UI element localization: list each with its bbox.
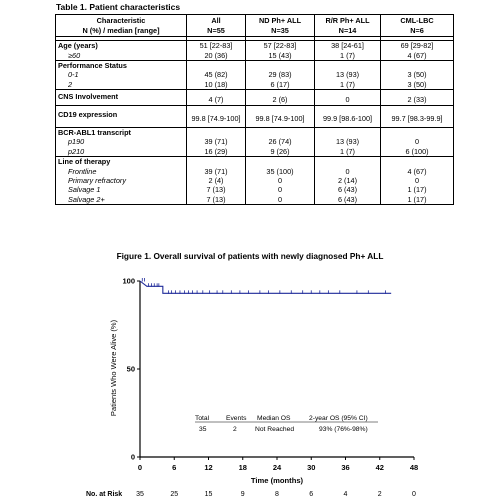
risk-value-42: 2	[377, 491, 382, 498]
x-tick-label-6: 6	[172, 463, 177, 472]
risk-value-12: 15	[204, 491, 213, 498]
risk-value-6: 25	[170, 491, 179, 498]
x-tick-label-30: 30	[307, 463, 316, 472]
header-nd: ND Ph+ ALL N=35	[246, 15, 315, 37]
table-row-cns: CNS Involvement 4 (7) 2 (6) 0 2 (33)	[56, 90, 454, 105]
summary-table	[195, 415, 378, 433]
x-tick-label-48: 48	[409, 463, 419, 472]
header-rr: R/R Ph+ ALL N=14	[315, 15, 381, 37]
survival-curve	[140, 278, 391, 294]
risk-value-0: 35	[136, 491, 144, 498]
chart-ticks	[122, 277, 418, 473]
header-cml: CML-LBC N=6	[381, 15, 454, 37]
survival-chart	[0, 262, 500, 500]
summary-header-median: Median OS	[257, 415, 291, 422]
y-tick-label-100: 100	[122, 276, 135, 286]
x-tick-label-24: 24	[272, 463, 282, 472]
summary-value-total: 35	[199, 426, 207, 433]
summary-header-2yr: 2-year OS (95% CI)	[309, 415, 368, 422]
risk-value-48: 0	[412, 491, 416, 498]
table-row-line-of-therapy: Line of therapy Frontline Primary refractory Salvage 1 Salvage 2+ 39 (71) 2 (4) 7 (13) 7 (13) 35 (100) 0 0 0 0 2 (14) 6 (43) 6 (43) 4 (67) 0 1 (17) 1 (17)	[56, 157, 454, 205]
y-tick-label-50: 50	[126, 364, 135, 374]
x-tick-label-0: 0	[137, 463, 143, 472]
figure-title: Figure 1. Overall survival of patients with newly diagnosed Ph+ ALL	[116, 251, 384, 261]
table-title: Table 1. Patient characteristics	[56, 2, 181, 12]
risk-value-18: 9	[240, 491, 245, 498]
risk-table	[86, 491, 416, 498]
survival-line-0	[140, 281, 391, 293]
summary-header-total: Total	[195, 415, 210, 422]
header-characteristic: Characteristic N (%) / median [range]	[56, 15, 187, 37]
summary-value-median: Not Reached	[255, 426, 295, 433]
x-tick-label-36: 36	[341, 463, 350, 472]
x-tick-label-42: 42	[375, 463, 384, 472]
x-tick-label-18: 18	[238, 463, 247, 472]
risk-value-36: 4	[343, 491, 348, 498]
risk-value-30: 6	[309, 491, 314, 498]
table-header-row	[56, 15, 454, 37]
table-row-bcr-abl1: BCR-ABL1 transcript p190 p210 39 (71) 16 (29) 26 (74) 9 (26) 13 (93) 1 (7) 0 6 (100)	[56, 128, 454, 157]
summary-header-events: Events	[226, 415, 247, 422]
y-tick-label-0: 0	[130, 452, 135, 462]
header-all: All N=55	[187, 15, 246, 37]
patient-characteristics-table	[55, 14, 454, 205]
table-row-age: Age (years) ≥60 51 [22-83] 20 (36) 57 [22-83] 15 (43) 38 [24-61] 1 (7) 69 [29-82] 4 (67)	[56, 41, 454, 61]
y-axis-label: Patients Who Were Alive (%)	[109, 319, 118, 417]
risk-value-24: 8	[275, 491, 279, 498]
risk-label: No. at Risk	[86, 491, 123, 498]
x-tick-label-12: 12	[204, 463, 213, 472]
summary-value-events: 2	[233, 426, 237, 433]
x-axis-label: Time (months)	[250, 476, 304, 485]
table-row-performance-status: Performance Status 0-1 2 45 (82) 10 (18) 29 (83) 6 (17) 13 (93) 1 (7) 3 (50) 3 (50)	[56, 61, 454, 90]
summary-value-2yr: 93% (76%-98%)	[319, 426, 368, 433]
table-row-cd19: CD19 expression 99.8 [74.9-100] 99.8 [74.9-100] 99.9 [98.6-100] 99.7 [98.3-99.9]	[56, 105, 454, 127]
